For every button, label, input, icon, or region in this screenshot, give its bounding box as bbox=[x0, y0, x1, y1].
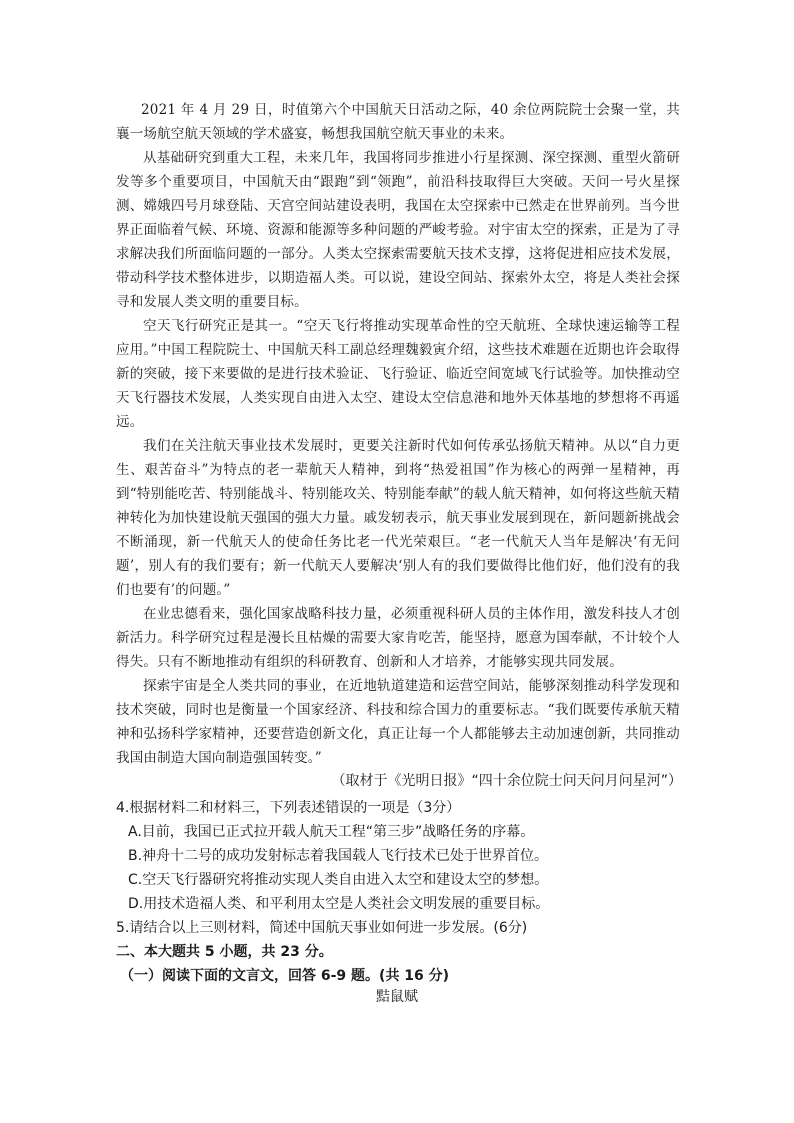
passage-source-citation: （取材于《光明日报》“四十余位院士问天问月问星河”） bbox=[331, 773, 682, 789]
passage-paragraph-4: 我们在关注航天事业技术发展时，更要关注新时代如何传承弘扬航天精神。从以“自力更生、艰苦奋斗”为特点的老一辈航天人精神，到将“热爱祖国”作为核心的两弹一星精神，再到“特别能吃苦、特别能战斗、特别能攻关、特别能奉献”的载人航天精神，如何将这些航天精神转化为加快建设航天强国的强大力量。戚发轫表示，航天事业发展到现在，新问题新挑战会不断涌现，新一代航天人的使命任务比老一代光荣艰巨。“老一代航天人当年是解决‘有无问题’，别人有的我们要有；新一代航天人要解决‘别人有的我们要做得比他们好，他们没有的我们也要有’的问题。” bbox=[116, 438, 680, 598]
section-heading: 二、本大题共 5 小题，共 23 分。 bbox=[116, 944, 333, 960]
section-subheading: （一）阅读下面的文言文，回答 6-9 题。(共 16 分) bbox=[120, 968, 450, 984]
question-block bbox=[116, 796, 716, 988]
passage-paragraph-3: 空天飞行研究正是其一。“空天飞行将推动实现革命性的空天航班、全球快速运输等工程应用。”中国工程院院士、中国航天科工副总经理魏毅寅介绍，这些技术难题在近期也许会取得新的突破，接下来要做的是进行技术验证、飞行验证、临近空间宽域飞行试验等。加快推动空天飞行器技术发展，人类实现自由进入太空、建设太空信息港和地外天体基地的梦想将不再遥远。 bbox=[116, 318, 680, 430]
passage-paragraph-6: 探索宇宙是全人类共同的事业，在近地轨道建造和运营空间站，能够深刻推动科学发现和技术突破，同时也是衡量一个国家经济、科技和综合国力的重要标志。“我们既要传承航天精神和弘扬科学家精神，还要营造创新文化，真正让每一个人都能够去主动加速创新，共同推动我国由制造大国向制造强国转变。” bbox=[116, 678, 680, 766]
question-4-option-b: B.神舟十二号的成功发射标志着我国载人飞行技术已处于世界首位。 bbox=[128, 848, 549, 864]
question-4-option-c: C.空天飞行器研究将推动实现人类自由进入太空和建设太空的梦想。 bbox=[128, 872, 549, 888]
reading-passage bbox=[116, 98, 680, 770]
question-4-option-d: D.用技术造福人类、和平利用太空是人类社会文明发展的重要目标。 bbox=[128, 896, 550, 912]
question-4-option-a: A.目前，我国已正式拉开载人航天工程“第三步”战略任务的序幕。 bbox=[128, 824, 535, 840]
question-5-stem: 5.请结合以上三则材料，简述中国航天事业如何进一步发展。(6分) bbox=[116, 920, 528, 936]
passage-paragraph-5: 在业忠德看来，强化国家战略科技力量，必须重视科研人员的主体作用，激发科技人才创新活力。科学研究过程是漫长且枯燥的需要大家肯吃苦，能坚持，愿意为国奉献，不计较个人得失。只有不断地推动有组织的科研教育、创新和人才培养，才能够实现共同发展。 bbox=[116, 606, 680, 670]
passage-paragraph-1: 2021 年 4 月 29 日，时值第六个中国航天日活动之际，40 余位两院院士会聚一堂，共襄一场航空航天领域的学术盛宴，畅想我国航空航天事业的未来。 bbox=[116, 102, 680, 142]
passage-paragraph-2: 从基础研究到重大工程，未来几年，我国将同步推进小行星探测、深空探测、重型火箭研发等多个重要项目，中国航天由“跟跑”到“领跑”，前沿科技取得巨大突破。天问一号火星探测、嫦娥四号月球登陆、天宫空间站建设表明，我国在太空探索中已然走在世界前列。当今世界正面临着气候、环境、资源和能源等多种问题的严峻考验。对宇宙太空的探索，正是为了寻求解决我们所面临问题的一部分。人类太空探索需要航天技术支撑，这将促进相应技术发展，带动科学技术整体进步，以期造福人类。可以说，建设空间站、探索外太空，将是人类社会探寻和发展人类文明的重要目标。 bbox=[116, 150, 680, 310]
classical-text-title: 黠鼠赋 bbox=[376, 989, 418, 1005]
question-4-stem: 4.根据材料二和材料三，下列表述错误的一项是（3分） bbox=[116, 800, 461, 816]
